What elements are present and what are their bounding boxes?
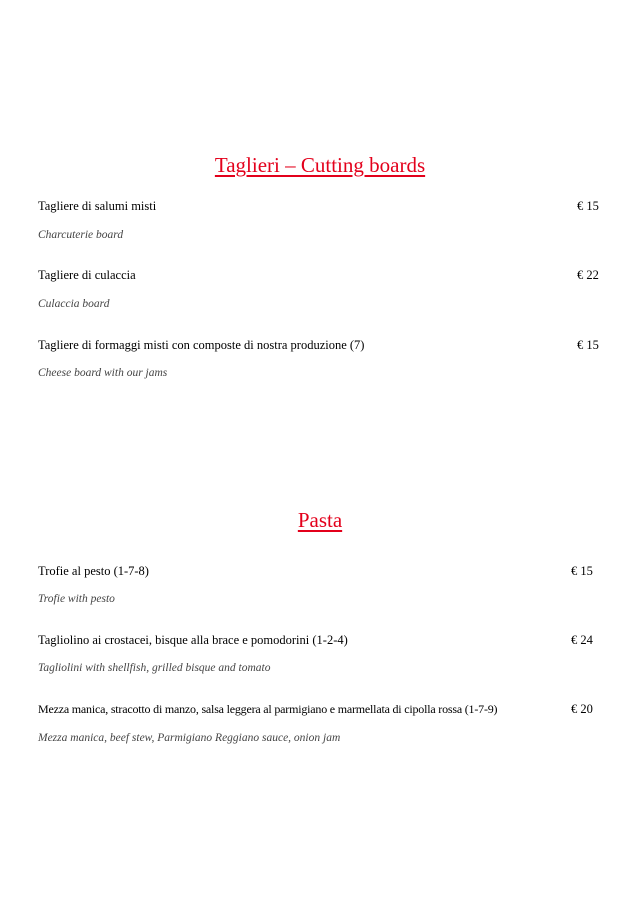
menu-item-description: Mezza manica, beef stew, Parmigiano Reggiano sauce, onion jam — [38, 732, 341, 744]
section-title-pasta: Pasta — [297, 508, 343, 532]
menu-item-description: Culaccia board — [38, 298, 110, 310]
menu-item-name: Tagliere di culaccia — [38, 268, 136, 282]
menu-item-name: Tagliolino ai crostacei, bisque alla brace e pomodorini (1-2-4) — [38, 633, 348, 647]
menu-item-price: € 15 — [577, 338, 599, 352]
menu-item-description: Trofie with pesto — [38, 593, 115, 605]
menu-item-name: Mezza manica, stracotto di manzo, salsa leggera al parmigiano e marmellata di cipolla rossa (1-7-9) — [38, 702, 498, 716]
menu-item-price: € 20 — [571, 702, 593, 716]
menu-item-name: Tagliere di salumi misti — [38, 199, 157, 213]
menu-item-name: Trofie al pesto (1-7-8) — [38, 564, 149, 578]
menu-item-price: € 24 — [571, 633, 593, 647]
menu-item-description: Charcuterie board — [38, 229, 124, 241]
menu-item-name: Tagliere di formaggi misti con composte di nostra produzione (7) — [38, 338, 365, 352]
menu-item-description: Cheese board with our jams — [38, 367, 168, 379]
section-title-taglieri: Taglieri – Cutting boards — [214, 153, 426, 177]
menu-item-price: € 15 — [571, 564, 593, 578]
menu-item-price: € 22 — [577, 268, 599, 282]
menu-item-description: Tagliolini with shellfish, grilled bisque and tomato — [38, 662, 271, 674]
menu-item-price: € 15 — [577, 199, 599, 213]
